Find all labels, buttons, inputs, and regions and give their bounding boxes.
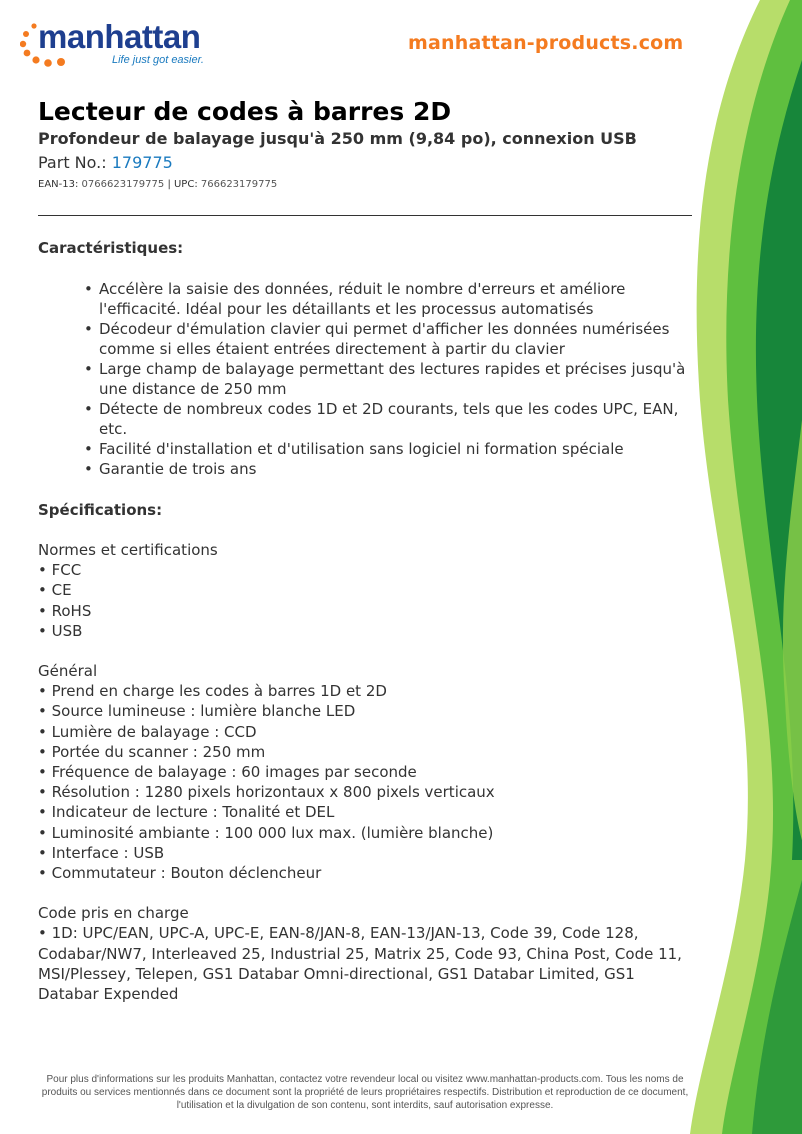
header-divider xyxy=(38,215,692,216)
bullet: • xyxy=(84,280,93,298)
feature-item xyxy=(84,439,692,459)
spec-group-title: Normes et certifications xyxy=(38,541,218,559)
bullet: • xyxy=(84,360,93,378)
feature-item xyxy=(84,319,692,359)
part-number-line xyxy=(38,152,692,174)
bullet: • xyxy=(84,440,93,458)
specs-heading: Spécifications: xyxy=(38,501,163,519)
product-subtitle: Profondeur de balayage jusqu'à 250 mm (9,84 po), connexion USB xyxy=(38,129,637,148)
spec-item: • USB xyxy=(38,621,83,640)
feature-item xyxy=(84,399,692,439)
spec-item: • Prend en charge les codes à barres 1D et 2D xyxy=(38,682,387,701)
spec-item: • Source lumineuse : lumière blanche LED xyxy=(38,702,356,721)
feature-text: Large champ de balayage permettant des lectures rapides et précises jusqu'à une distance de 250 mm xyxy=(99,360,686,398)
spec-item: • Lumière de balayage : CCD xyxy=(38,722,257,741)
spec-group-standards xyxy=(38,540,692,641)
spec-group-general xyxy=(38,661,692,883)
upc-value: 766623179775 xyxy=(200,179,278,190)
part-number-value: 179775 xyxy=(111,153,173,172)
features-list xyxy=(38,279,692,479)
svg-text:manhattan: manhattan xyxy=(38,18,201,55)
site-url[interactable]: manhattan-products.com xyxy=(408,32,684,54)
bullet: • xyxy=(84,400,93,418)
feature-text: Garantie de trois ans xyxy=(99,460,257,478)
spec-item: • Portée du scanner : 250 mm xyxy=(38,742,266,761)
feature-item xyxy=(84,279,692,319)
part-number-label: Part No.: xyxy=(38,153,107,172)
spec-item: • Luminosité ambiante : 100 000 lux max. (lumière blanche) xyxy=(38,823,494,842)
spec-item: • 1D: UPC/EAN, UPC-A, UPC-E, EAN-8/JAN-8, EAN-13/JAN-13, Code 39, Code 128, Codabar/NW7, Interleaved 25, Industrial 25, Matrix 25, Code 93, China Post, Code 11, MSI/Plessey, Telepen, GS1 Databar Omni-directional, GS1 Databar Limited, GS1 Databar Expended xyxy=(38,924,682,1004)
feature-text: Décodeur d'émulation clavier qui permet d'afficher les données numérisées comme si elles étaient entrées directement à partir du clavier xyxy=(99,320,670,358)
bullet: • xyxy=(84,460,93,478)
datasheet-content xyxy=(38,96,692,1004)
manhattan-logo xyxy=(20,12,250,72)
footer-disclaimer: Pour plus d'informations sur les produits Manhattan, contactez votre revendeur local ou visitez www.manhattan-products.com. Tous les noms de produits ou services mentionnés dans ce document sont la propriété de leurs propriétaires respectifs. Distribution et reproduction de ce document, l'utilisation et la divulgation de son contenu, sont interdits, sauf autorisation expresse. xyxy=(41,1074,689,1111)
feature-text: Facilité d'installation et d'utilisation sans logiciel ni formation spéciale xyxy=(99,440,624,458)
spec-item: • Interface : USB xyxy=(38,843,165,862)
spec-group-title: Général xyxy=(38,662,98,681)
feature-item xyxy=(84,359,692,399)
spec-item: • FCC xyxy=(38,561,82,580)
spec-item: • Indicateur de lecture : Tonalité et DEL xyxy=(38,803,335,822)
product-title: Lecteur de codes à barres 2D xyxy=(38,97,452,126)
svg-text:Life just got easier.: Life just got easier. xyxy=(112,54,204,66)
spec-group-codes xyxy=(38,903,692,1004)
spec-item: • Résolution : 1280 pixels horizontaux x 800 pixels verticaux xyxy=(38,783,495,802)
spec-group-title: Code pris en charge xyxy=(38,904,189,923)
features-heading: Caractéristiques: xyxy=(38,239,184,257)
spec-item: • Commutateur : Bouton déclencheur xyxy=(38,864,322,883)
spec-item: • RoHS xyxy=(38,601,92,620)
upc-label: | UPC: xyxy=(167,179,198,190)
spec-item: • Fréquence de balayage : 60 images par seconde xyxy=(38,763,417,782)
ean-value: 0766623179775 xyxy=(81,179,165,190)
feature-item xyxy=(84,459,692,479)
ean-label: EAN-13: xyxy=(38,179,79,190)
barcode-numbers xyxy=(38,178,692,192)
spec-item: • CE xyxy=(38,581,72,600)
feature-text: Accélère la saisie des données, réduit le nombre d'erreurs et améliore l'efficacité. Idéal pour les détaillants et les processus automatisés xyxy=(99,280,626,318)
feature-text: Détecte de nombreux codes 1D et 2D courants, tels que les codes UPC, EAN, etc. xyxy=(99,400,679,438)
bullet: • xyxy=(84,320,93,338)
